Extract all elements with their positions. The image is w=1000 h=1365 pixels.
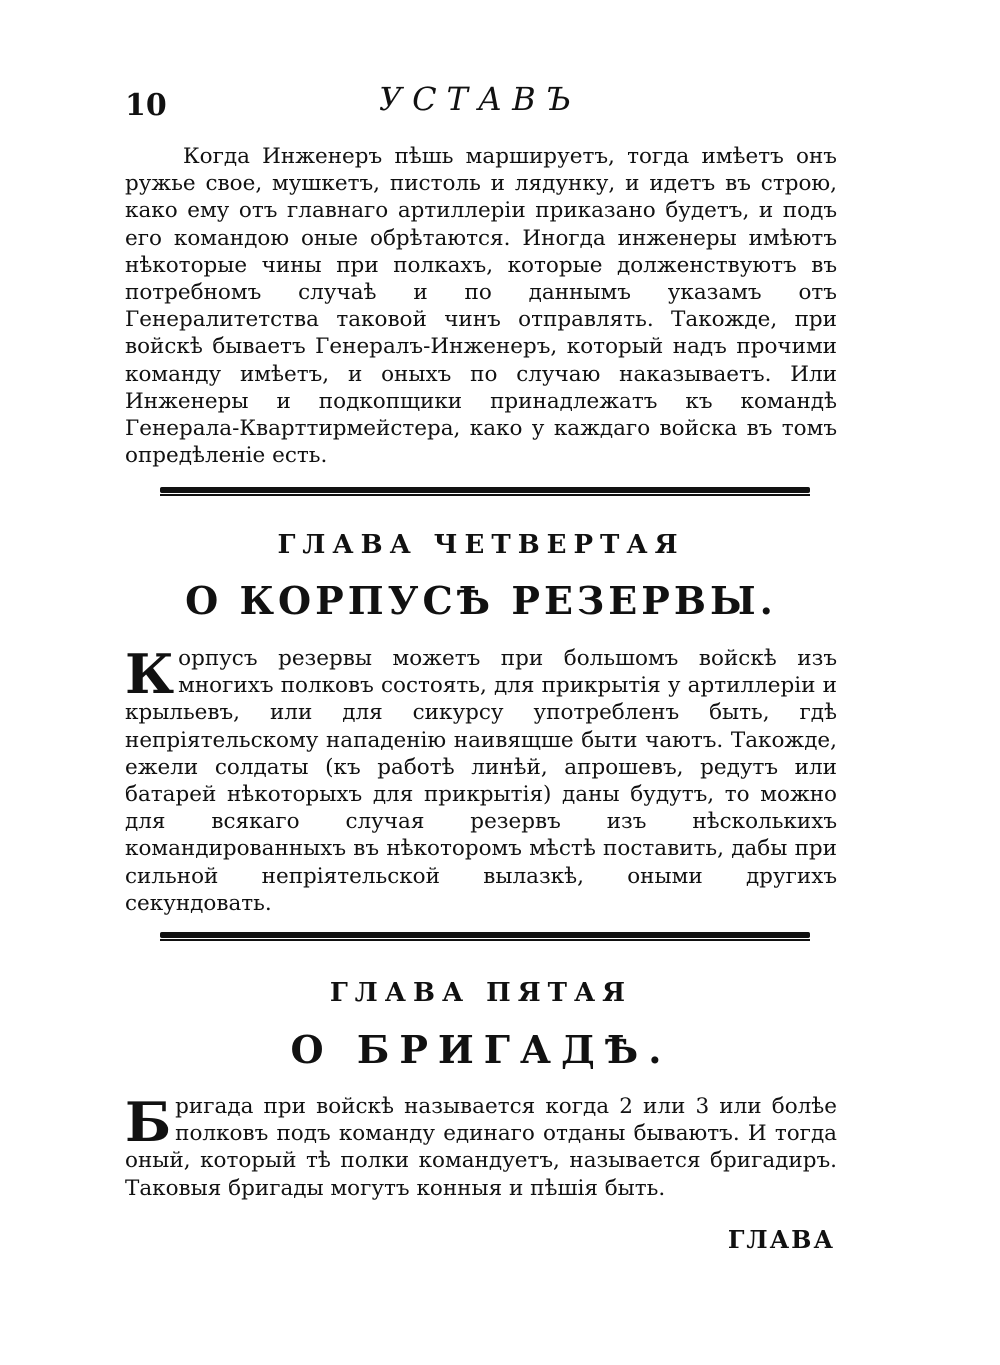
catchword: ГЛАВА bbox=[727, 1225, 835, 1254]
page-number: 10 bbox=[125, 88, 167, 123]
chapter4-label: ГЛАВА ЧЕТВЕРТАЯ bbox=[277, 530, 685, 560]
chapter5-drop-cap: Б bbox=[125, 1090, 172, 1154]
chapter5-paragraph bbox=[125, 1090, 837, 1202]
page-header bbox=[125, 80, 835, 123]
ornamental-rule-2 bbox=[160, 930, 810, 941]
running-title: УСТАВЪ bbox=[378, 80, 582, 118]
chapter5-label: ГЛАВА ПЯТАЯ bbox=[329, 978, 633, 1008]
chapter5-title: О БРИГАДѢ. bbox=[290, 1027, 672, 1072]
ornamental-rule-1 bbox=[160, 485, 810, 496]
chapter4-paragraph bbox=[125, 642, 837, 917]
chapter4-drop-cap: К bbox=[125, 642, 175, 706]
chapter5-text: ригада при войскѣ называется когда 2 или 3 или болѣе полковъ подъ команду единаго отданы бываютъ. И тогда оный, который тѣ полки командуетъ, называется бригадиръ. Таковыя бригады могутъ конныя и пѣшiя быть. bbox=[125, 1094, 837, 1201]
chapter4-title: О КОРПУСѢ РЕЗЕРВЫ. bbox=[185, 578, 777, 623]
chapter4-text: орпусъ резервы можетъ при большомъ войскѣ изъ многихъ полковъ состоять, для прикрытiя у артиллерiи и крыльевъ, или для сикурсу употребленъ быть, гдѣ непрiятельскому нападенiю наивящше быти чаютъ. Такожде, ежели солдаты (къ работѣ линѣй, апрошевъ, редутъ или батарей нѣкоторыхъ для прикрытiя) даны будутъ, то можно для всякаго случая резервъ изъ нѣсколькихъ командированныхъ въ нѣкоторомъ мѣстѣ поставить, дабы при сильной непрiятельской вылазкѣ, оными другихъ секундовать. bbox=[125, 646, 837, 916]
section1-paragraph: Когда Инженеръ пѣшь маршируетъ, тогда имѣетъ онъ ружье свое, мушкетъ, пистоль и лядунку, и идетъ въ строю, како ему отъ главнаго артиллерiи приказано будетъ, и подъ его командою оные обрѣтаются. Иногда инженеры имѣютъ нѣкоторые чины при полкахъ, которые долженствуютъ въ потребномъ случаѣ и по даннымъ указамъ отъ Генералитетства таковой чинъ отправлять. Такожде, при войскѣ бываетъ Генералъ-Инженеръ, который надъ прочими команду имѣетъ, и оныхъ по случаю наказываетъ. Или Инженеры и подкопщики принадлежатъ къ командѣ Генерала-Кварттирмейстера, како у каждаго войска въ томъ опредѣленiе есть. bbox=[125, 144, 837, 469]
